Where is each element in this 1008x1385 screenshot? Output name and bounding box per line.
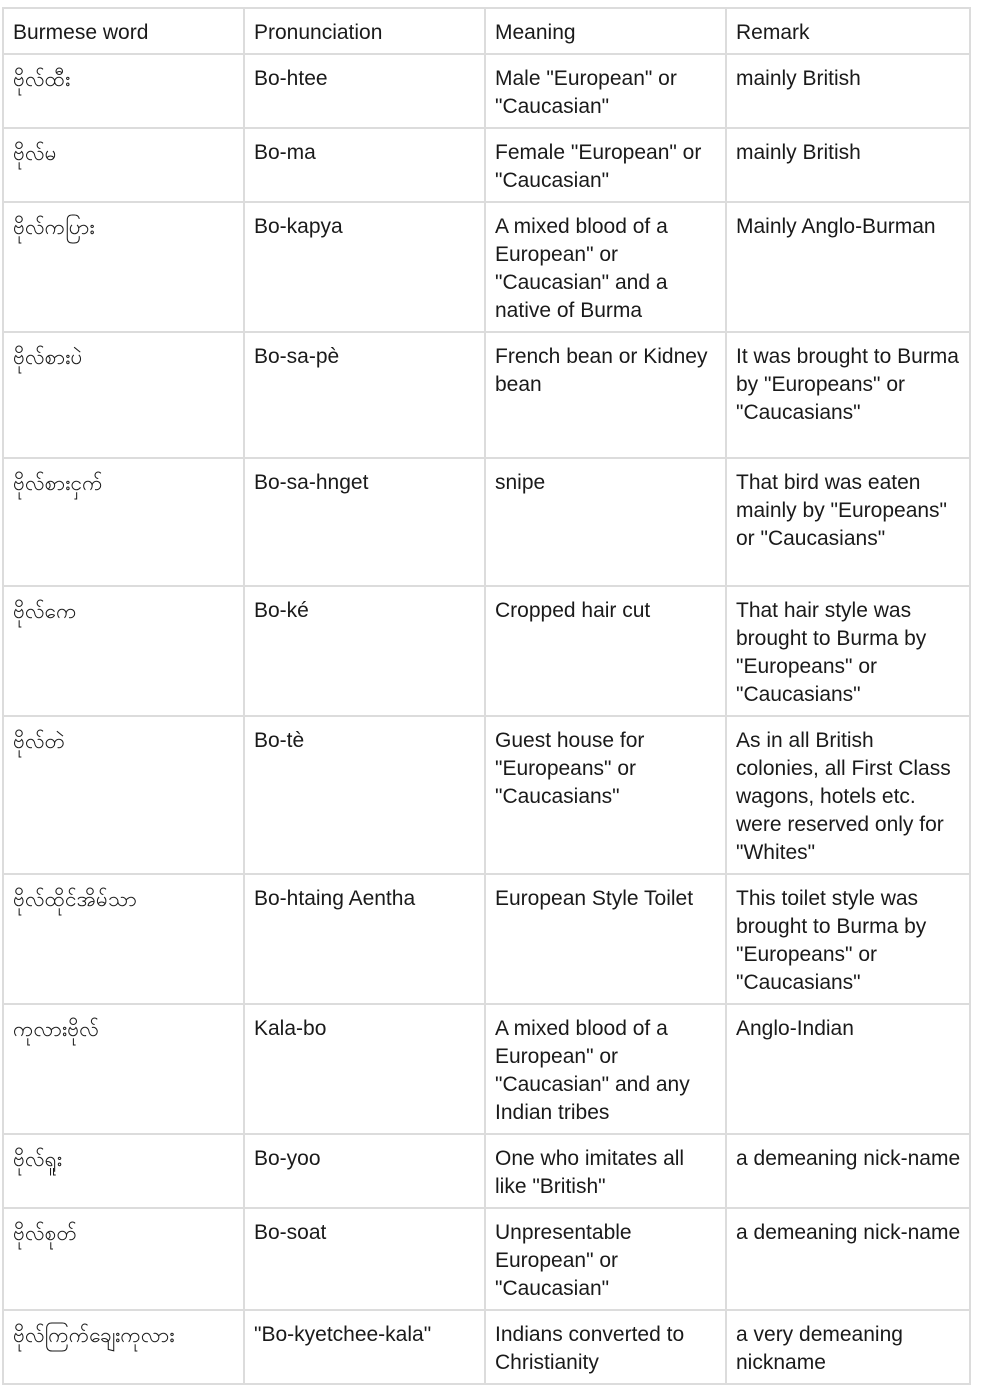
header-burmese-word: Burmese word bbox=[3, 8, 244, 54]
remark-cell: That hair style was brought to Burma by "Europeans" or "Caucasians" bbox=[726, 586, 970, 716]
remark-cell: As in all British colonies, all First Class wagons, hotels etc. were reserved only for "Whites" bbox=[726, 716, 970, 874]
meaning-cell: One who imitates all like "British" bbox=[485, 1134, 726, 1208]
pronunciation-cell: Bo-htee bbox=[244, 54, 485, 128]
table-row bbox=[3, 128, 970, 202]
table-row bbox=[3, 1310, 970, 1384]
remark-cell: mainly British bbox=[726, 128, 970, 202]
remark-cell: mainly British bbox=[726, 54, 970, 128]
table-row bbox=[3, 1004, 970, 1134]
meaning-cell: Guest house for "Europeans" or "Caucasians" bbox=[485, 716, 726, 874]
meaning-cell: Female "European" or "Caucasian" bbox=[485, 128, 726, 202]
remark-cell: This toilet style was brought to Burma by "Europeans" or "Caucasians" bbox=[726, 874, 970, 1004]
meaning-cell: Cropped hair cut bbox=[485, 586, 726, 716]
remark-cell: a very demeaning nickname bbox=[726, 1310, 970, 1384]
remark-cell: It was brought to Burma by "Europeans" or "Caucasians" bbox=[726, 332, 970, 458]
burmese-word-cell: ဗိုလ်စားငှက် bbox=[3, 458, 244, 586]
table-row bbox=[3, 458, 970, 586]
burmese-word-cell: ကုလားဗိုလ် bbox=[3, 1004, 244, 1134]
pronunciation-cell: Bo-kapya bbox=[244, 202, 485, 332]
burmese-word-cell: ဗိုလ်ရူး bbox=[3, 1134, 244, 1208]
header-meaning: Meaning bbox=[485, 8, 726, 54]
meaning-cell: A mixed blood of a European" or "Caucasian" and a native of Burma bbox=[485, 202, 726, 332]
remark-cell: a demeaning nick-name bbox=[726, 1208, 970, 1310]
pronunciation-cell: Kala-bo bbox=[244, 1004, 485, 1134]
pronunciation-cell: Bo-yoo bbox=[244, 1134, 485, 1208]
pronunciation-cell: Bo-sa-hnget bbox=[244, 458, 485, 586]
table-row bbox=[3, 202, 970, 332]
burmese-word-cell: ဗိုလ်ကပြား bbox=[3, 202, 244, 332]
pronunciation-cell: Bo-ma bbox=[244, 128, 485, 202]
meaning-cell: French bean or Kidney bean bbox=[485, 332, 726, 458]
burmese-word-cell: ဗိုလ်မ bbox=[3, 128, 244, 202]
header-remark: Remark bbox=[726, 8, 970, 54]
meaning-cell: Unpresentable European" or "Caucasian" bbox=[485, 1208, 726, 1310]
burmese-word-cell: ဗိုလ်ထိုင်အိမ်သာ bbox=[3, 874, 244, 1004]
remark-cell: That bird was eaten mainly by "Europeans" or "Caucasians" bbox=[726, 458, 970, 586]
header-pronunciation: Pronunciation bbox=[244, 8, 485, 54]
pronunciation-cell: Bo-soat bbox=[244, 1208, 485, 1310]
pronunciation-cell: Bo-htaing Aentha bbox=[244, 874, 485, 1004]
burmese-word-cell: ဗိုလ်ထီး bbox=[3, 54, 244, 128]
meaning-cell: Indians converted to Christianity bbox=[485, 1310, 726, 1384]
remark-cell: Anglo-Indian bbox=[726, 1004, 970, 1134]
table-row bbox=[3, 586, 970, 716]
burmese-word-cell: ဗိုလ်ကေ bbox=[3, 586, 244, 716]
meaning-cell: A mixed blood of a European" or "Caucasian" and any Indian tribes bbox=[485, 1004, 726, 1134]
table-row bbox=[3, 1208, 970, 1310]
table-row bbox=[3, 332, 970, 458]
pronunciation-cell: Bo-tè bbox=[244, 716, 485, 874]
meaning-cell: snipe bbox=[485, 458, 726, 586]
pronunciation-cell: Bo-sa-pè bbox=[244, 332, 485, 458]
burmese-word-cell: ဗိုလ်တဲ bbox=[3, 716, 244, 874]
remark-cell: a demeaning nick-name bbox=[726, 1134, 970, 1208]
pronunciation-cell: Bo-ké bbox=[244, 586, 485, 716]
header-row bbox=[3, 8, 970, 54]
table-row bbox=[3, 54, 970, 128]
meaning-cell: European Style Toilet bbox=[485, 874, 726, 1004]
remark-cell: Mainly Anglo-Burman bbox=[726, 202, 970, 332]
burmese-word-cell: ဗိုလ်ကြက်ချေးကုလား bbox=[3, 1310, 244, 1384]
pronunciation-cell: "Bo-kyetchee-kala" bbox=[244, 1310, 485, 1384]
table-row bbox=[3, 1134, 970, 1208]
table-row bbox=[3, 716, 970, 874]
table-row bbox=[3, 874, 970, 1004]
burmese-glossary-table bbox=[2, 7, 971, 1385]
meaning-cell: Male "European" or "Caucasian" bbox=[485, 54, 726, 128]
burmese-word-cell: ဗိုလ်စုတ် bbox=[3, 1208, 244, 1310]
burmese-word-cell: ဗိုလ်စားပဲ bbox=[3, 332, 244, 458]
